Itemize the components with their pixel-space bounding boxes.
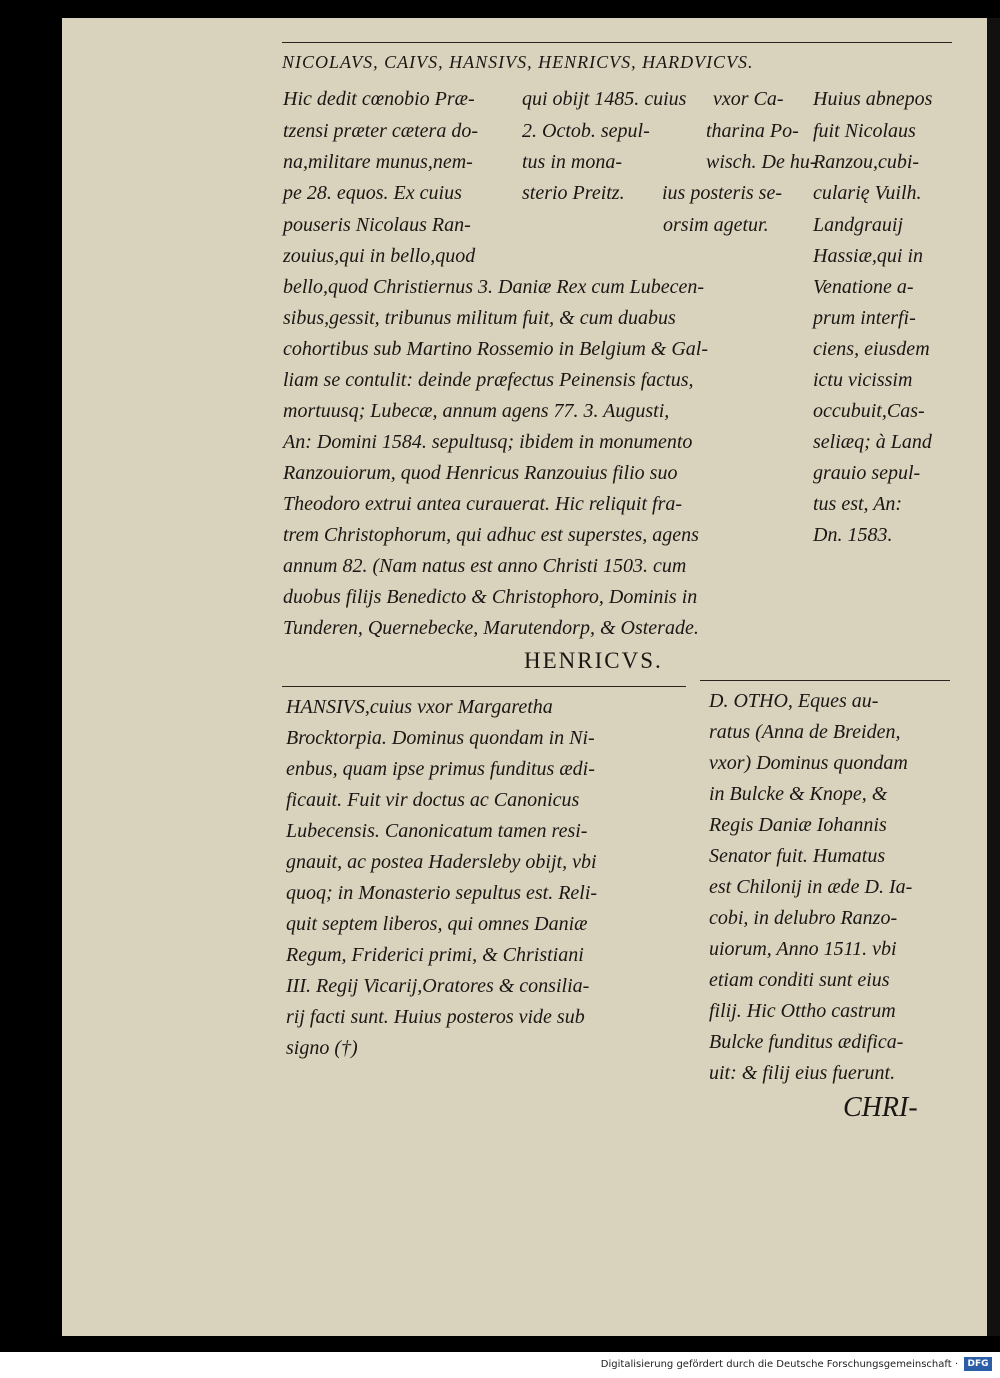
text-line: Theodoro extrui antea curauerat. Hic reliquit fra- xyxy=(283,493,683,515)
text-line: Hic dedit cœnobio Præ- xyxy=(283,88,475,110)
text-line: mortuusq; Lubecæ, annum agens 77. 3. Augusti, xyxy=(283,400,670,422)
section-rule-left xyxy=(282,686,686,687)
text-line: tharina Po- xyxy=(706,120,799,142)
text-line: sterio Preitz. xyxy=(522,182,625,204)
text-line: ictu vicissim xyxy=(813,369,913,391)
text-line: Bulcke funditus ædifica- xyxy=(709,1031,904,1053)
text-line: tus in mona- xyxy=(522,151,622,173)
footer-credit: Digitalisierung gefördert durch die Deutsche Forschungsgemeinschaft · xyxy=(600,1359,958,1370)
text-line: wisch. De hu- xyxy=(706,151,817,173)
digitization-footer xyxy=(0,1352,1000,1378)
text-line: annum 82. (Nam natus est anno Christi 1503. cum xyxy=(283,555,687,577)
text-line: seliæq; à Land xyxy=(813,431,932,453)
text-line: duobus filijs Benedicto & Christophoro, Dominis in xyxy=(283,586,698,608)
text-line: pe 28. equos. Ex cuius xyxy=(283,182,462,204)
text-line: Huius abnepos xyxy=(813,88,933,110)
text-line: vxor) Dominus quondam xyxy=(709,752,908,774)
text-line: tzensi præter cætera do- xyxy=(283,120,478,142)
text-line: est Chilonij in æde D. Ia- xyxy=(709,876,913,898)
text-line: pouseris Nicolaus Ran- xyxy=(283,214,471,236)
text-line: ciens, eiusdem xyxy=(813,338,930,360)
text-line: orsim agetur. xyxy=(663,214,769,236)
text-line: Landgrauij xyxy=(813,214,904,236)
text-line: occubuit,Cas- xyxy=(813,400,925,422)
text-line: fuit Nicolaus xyxy=(813,120,916,142)
text-line: liam se contulit: deinde præfectus Peinensis factus, xyxy=(283,369,694,391)
text-line: Ranzou,cubi- xyxy=(813,151,920,173)
text-line: cobi, in delubro Ranzo- xyxy=(709,907,898,929)
text-line: Tunderen, Quernebecke, Marutendorp, & Osterade. xyxy=(283,617,699,639)
text-line: Lubecensis. Canonicatum tamen resi- xyxy=(286,820,588,842)
text-line: Regis Daniæ Iohannis xyxy=(709,814,887,836)
text-line: trem Christophorum, qui adhuc est superstes, agens xyxy=(283,524,699,546)
text-line: ius posteris se- xyxy=(662,182,782,204)
text-line: quoq; in Monasterio sepultus est. Reli- xyxy=(286,882,598,904)
catchword: CHRI- xyxy=(843,1092,918,1123)
text-line: HANSIVS,cuius vxor Margaretha xyxy=(286,696,553,718)
text-line: Dn. 1583. xyxy=(813,524,893,546)
text-line: filij. Hic Ottho castrum xyxy=(709,1000,896,1022)
text-line: cohortibus sub Martino Rossemio in Belgium & Gal- xyxy=(283,338,708,360)
text-line: An: Domini 1584. sepultusq; ibidem in monumento xyxy=(283,431,693,453)
text-line: uit: & filij eius fuerunt. xyxy=(709,1062,896,1084)
section-rule-right xyxy=(700,680,950,681)
text-line: Venatione a- xyxy=(813,276,914,298)
text-line: tus est, An: xyxy=(813,493,903,515)
text-line: Regum, Friderici primi, & Christiani xyxy=(286,944,584,966)
text-line: ratus (Anna de Breiden, xyxy=(709,721,901,743)
text-line: qui obijt 1485. cuius xyxy=(522,88,687,110)
text-line: rij facti sunt. Huius posteros vide sub xyxy=(286,1006,585,1028)
page-edge-shadow xyxy=(987,18,1000,1336)
text-line: gnauit, ac postea Hadersleby obijt, vbi xyxy=(286,851,597,873)
text-line: signo (†) xyxy=(286,1037,358,1059)
text-line: grauio sepul- xyxy=(813,462,921,484)
running-head: NICOLAVS, CAIVS, HANSIVS, HENRICVS, HARDVICVS. xyxy=(282,52,754,72)
text-line: cularię Vuilh. xyxy=(813,182,922,204)
section-title: HENRICVS. xyxy=(524,648,663,673)
text-line: prum interfi- xyxy=(813,307,916,329)
text-line: na,militare munus,nem- xyxy=(283,151,473,173)
text-line: ficauit. Fuit vir doctus ac Canonicus xyxy=(286,789,580,811)
text-line: in Bulcke & Knope, & xyxy=(709,783,888,805)
text-line: D. OTHO, Eques au- xyxy=(709,690,879,712)
text-line: sibus,gessit, tribunus militum fuit, & cum duabus xyxy=(283,307,676,329)
text-line: Senator fuit. Humatus xyxy=(709,845,886,867)
text-line: Hassiæ,qui in xyxy=(813,245,924,267)
text-line: Brocktorpia. Dominus quondam in Ni- xyxy=(286,727,595,749)
text-line: vxor Ca- xyxy=(713,88,784,110)
text-line: uiorum, Anno 1511. vbi xyxy=(709,938,897,960)
text-line: quit septem liberos, qui omnes Daniæ xyxy=(286,913,588,935)
text-line: Ranzouiorum, quod Henricus Ranzouius filio suo xyxy=(283,462,678,484)
text-line: III. Regij Vicarij,Oratores & consilia- xyxy=(286,975,590,997)
text-line: etiam conditi sunt eius xyxy=(709,969,890,991)
text-line: zouius,qui in bello,quod xyxy=(283,245,476,267)
text-line: enbus, quam ipse primus funditus ædi- xyxy=(286,758,595,780)
text-line: bello,quod Christiernus 3. Daniæ Rex cum Lubecen- xyxy=(283,276,705,298)
text-line: 2. Octob. sepul- xyxy=(522,120,650,142)
dfg-logo-icon: DFG xyxy=(964,1357,992,1371)
